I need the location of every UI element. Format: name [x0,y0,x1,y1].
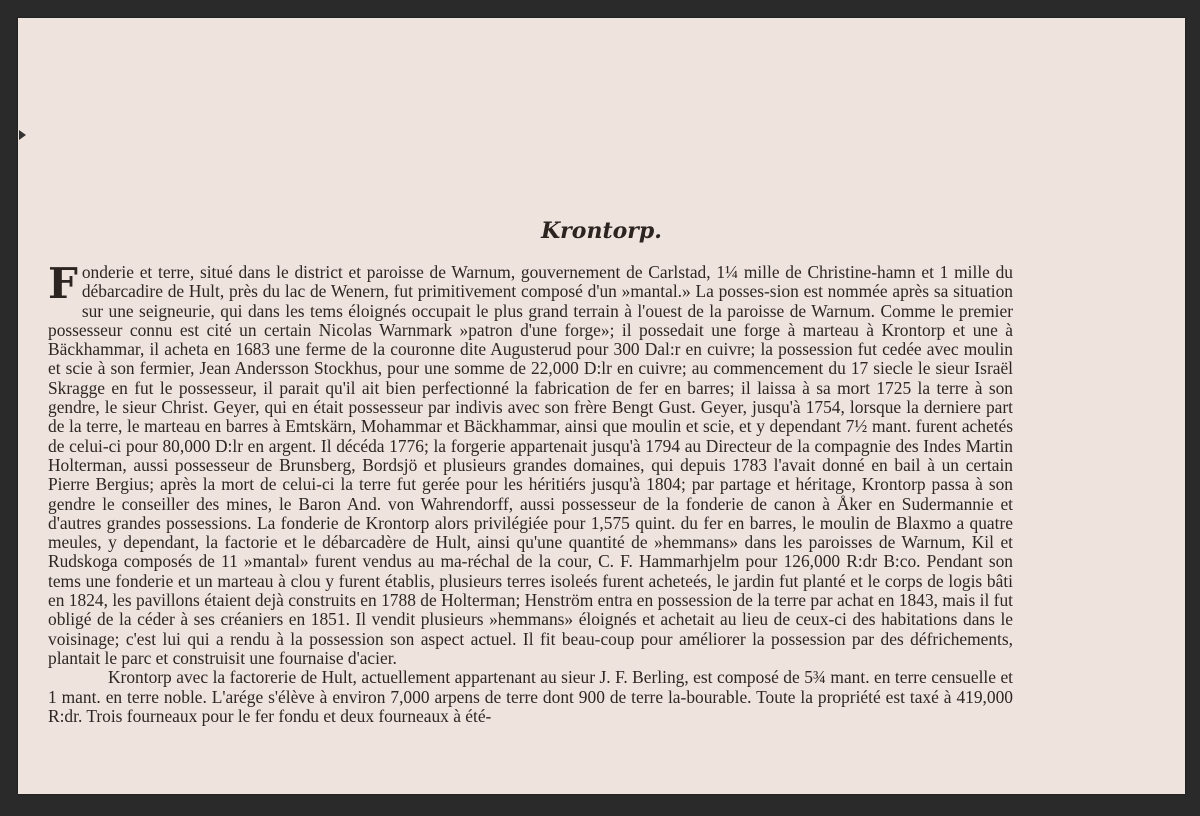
paragraph-1-text: onderie et terre, situé dans le district et paroisse de Warnum, gouvernement de Carlstad, 1¼ mille de Christine-hamn et 1 mille du débarcadire de Hult, près du lac de Wenern, fut primitivement composé d'un »mantal.» La posses-sion est nommée après sa situation sur une seigneurie, qui dans les tems éloignés occupait le plus grand terrain à l'ouest de la paroisse de Warnum. Comme le premier possesseur connu est cité un certain Nicolas Warnmark »patron d'une forge»; il possedait une forge à marteau à Krontorp et une à Bäckhammar, il acheta en 1683 une ferme de la couronne dite Augusterud pour 300 Dal:r en cuivre; la possession fut cedée avec moulin et scie à son fermier, Jean Andersson Stockhus, pour une somme de 22,000 D:lr en cuivre; au commencement du 17 siecle le sieur Israël Skragge en fut le possesseur, il parait qu'il ait bien perfectionné la fabrication de fer en barres; il laissa à sa mort 1725 la terre à son gendre, le sieur Christ. Geyer, qui en était possesseur par indivis avec son frère Bengt Gust. Geyer, jusqu'à 1754, lorsque la derniere part de la terre, le marteau en barres à Emtskärn, Mohammar et Bäckhammar, ainsi que moulin et scie, et y dependant 7½ mant. furent achetés de celui-ci pour 80,000 D:lr en argent. Il décéda 1776; la forgerie appartenait jusqu'à 1794 au Directeur de la compagnie des Indes Martin Holterman, aussi possesseur de Brunsberg, Bordsjö et plusieurs grandes domaines, qui depuis 1783 l'avait donné en bail à un certain Pierre Bergius; après la mort de celui-ci la terre fut gerée pour les héritiérs jusqu'à 1804; par partage et héritage, Krontorp passa à son gendre le conseiller des mines, le Baron And. von Wahrendorff, aussi possesseur de la fonderie de canon à Åker en Sudermannie et d'autres grandes possessions. La fonderie de Krontorp alors privilégiée pour 1,575 quint. du fer en barres, le moulin de Blaxmo a quatre meules, y dependant, la factorie et le débarcadère de Hult, ainsi qu'une quantité de »hemmans» dans les paroisses de Warnum, Kil et Rudskoga composés de 11 »mantal» furent vendus au ma-réchal de la cour, C. F. Hammarhjelm pour 126,000 R:dr B:co. Pendant son tems une fonderie et un marteau à clou y furent établis, plusieurs terres isoleés furent acheteés, le jardin fut planté et le corps de logis bâti en 1824, les pavillons étaient dejà construits en 1788 de Holterman; Henström entra en possession de la terre par achat en 1843, mais il fut obligé de la céder à ses créaniers en 1851. Il vendit plusieurs »hemmans» éloignés et achetait au lieu de ceux-ci des habitations dans le voisinage; c'est lui qui a rendu à la possession son aspect actuel. Il fit beau-coup pour améliorer la possession par des défrichements, plantait le parc et construisit une fournaise d'acier. [48,262,1013,668]
paragraph-1 [48,259,1013,668]
article-title: Krontorp. [541,218,662,244]
edge-arrow-mark [19,130,26,140]
drop-cap: F [48,259,78,308]
paragraph-2: Krontorp avec la factorerie de Hult, actuellement appartenant au sieur J. F. Berling, est composé de 5¾ mant. en terre censuelle et 1 mant. en terre noble. L'arége s'élève à environ 7,000 arpens de terre dont 900 de terre la-bourable. Toute la propriété est taxé à 419,000 R:dr. Trois fourneaux pour le fer fondu et deux fourneaux à été- [48,667,1013,726]
paper-sheet [18,18,1185,794]
article-body [48,259,1013,726]
